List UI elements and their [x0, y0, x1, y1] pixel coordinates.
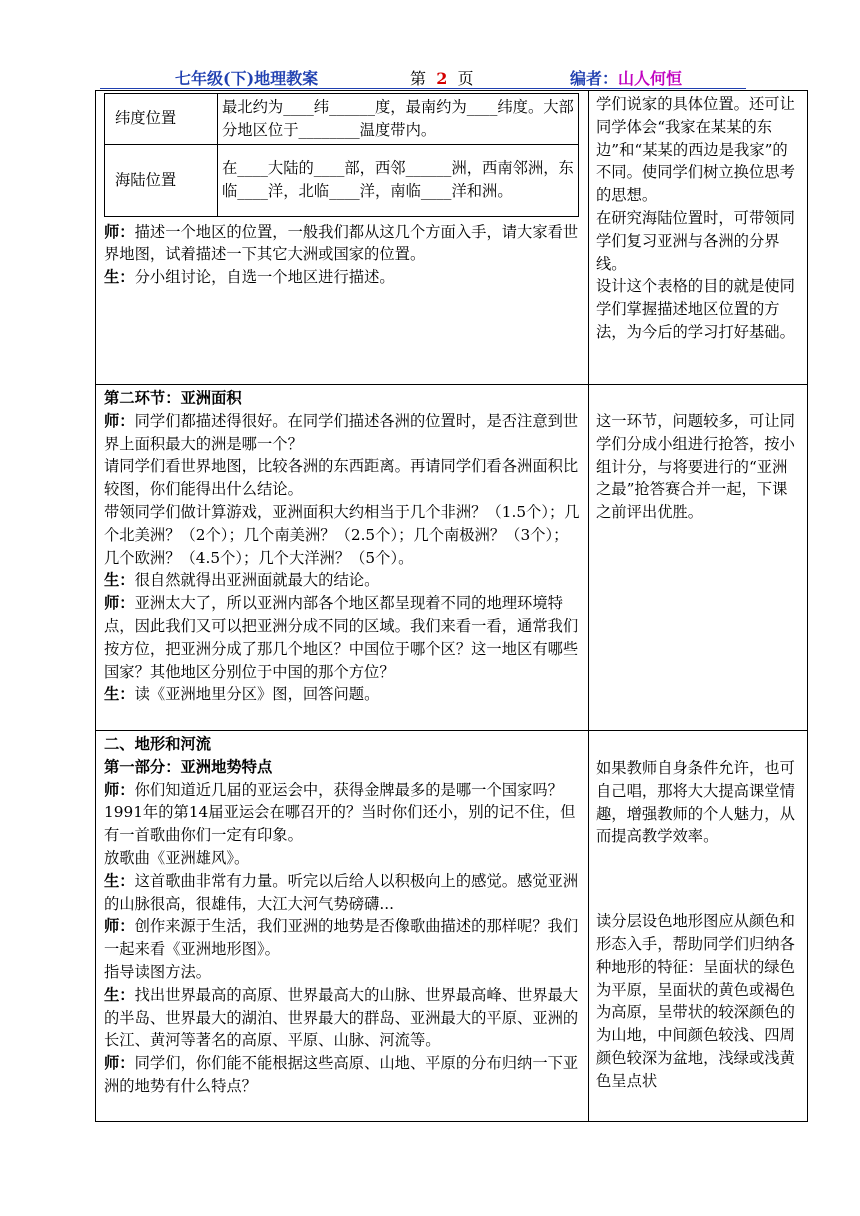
- side-note: 如果教师自身条件允许，也可自己唱，那将大大提高课堂情趣，增强教师的个人魅力，从而提高教学效率。: [596, 759, 795, 846]
- lat-label: 纬度位置: [105, 94, 218, 145]
- dialogue-line: [104, 779, 582, 847]
- line-text: 描述一个地区的位置，一般我们都从这几个方面入手，请大家看世界地图，试着描述一下其它大洲或国家的位置。: [104, 222, 579, 264]
- dialogue-line: [104, 847, 582, 870]
- role-label: 生：: [104, 871, 135, 890]
- line-text: 亚洲太大了，所以亚洲内部各个地区都呈现着不同的地理环境特点，因此我们又可以把亚洲分成不同的区域。我们来看一看，通常我们按方位，把亚洲分成了那几个地区？中国位于哪个区？这一地区有哪些国家？其他地区分别位于中国的那个方位？: [104, 594, 579, 681]
- line-text: 带领同学们做计算游戏，亚洲面积大约相当于几个非洲？（1.5个）；几个北美洲？（2个）；几个南美洲？（2.5个）；几个南极洲？（3个）；几个欧洲？（4.5个）；几个大洋洲？（5个）。: [104, 502, 580, 567]
- dialogue-line: [104, 410, 582, 456]
- line-text: 创作来源于生活，我们亚洲的地势是否像歌曲描述的那样呢？我们一起来看《亚洲地形图》。: [104, 917, 579, 959]
- dialogue-line: [104, 455, 582, 501]
- dialogue-line: [104, 592, 582, 683]
- role-label: 师：: [104, 594, 135, 613]
- dialogue-line: [104, 501, 582, 569]
- sea-label: 海陆位置: [105, 144, 218, 216]
- side-note: 在研究海陆位置时，可带领同学们复习亚洲与各洲的分界线。: [596, 208, 795, 273]
- role-label: 师：: [104, 780, 135, 799]
- header-title: 七年级(下)地理教案: [175, 69, 319, 88]
- line-text: 同学们都描述得很好。在同学们描述各洲的位置时，是否注意到世界上面积最大的洲是哪一个？: [104, 411, 579, 453]
- row-terrain: [96, 731, 808, 1122]
- sea-row: [105, 144, 579, 216]
- side-cell-terrain: [589, 731, 808, 1122]
- line-text: 同学们，你们能不能根据这些高原、山地、平原的分布归纳一下亚洲的地势有什么特点？: [104, 1054, 579, 1095]
- heading-text: 二、地形和河流: [104, 735, 212, 753]
- page-prefix: 第: [410, 69, 427, 88]
- dialogue-line: [104, 870, 582, 916]
- role-label: 师：: [104, 222, 135, 241]
- row-area: [96, 385, 808, 731]
- main-cell-area: [96, 385, 589, 731]
- position-table: [104, 93, 579, 217]
- dialogue-line: [104, 683, 582, 706]
- line-text: 你们知道近几届的亚运会中，获得金牌最多的是哪一个国家吗？1991年的第14届亚运会在哪召开的？当时你们还小，别的记不住，但有一首歌曲你们一定有印象。: [104, 780, 576, 845]
- dialogue-line: [104, 915, 582, 961]
- dialogue-line: [104, 221, 582, 267]
- side-cell-position: [589, 91, 808, 385]
- line-text: 请同学们看世界地图，比较各洲的东西距离。再请同学们看各洲面积比较图，你们能得出什么结论。: [104, 457, 579, 499]
- page-number: [410, 66, 474, 89]
- section-subheading: [104, 756, 582, 779]
- lat-row: [105, 94, 579, 145]
- role-label: 师：: [104, 1054, 135, 1073]
- main-cell-terrain: [96, 731, 589, 1122]
- side-note: 这一环节，问题较多，可让同学们分成小组进行抢答，按小组计分，与将要进行的“亚洲之最”抢答赛合并一起，下课之前评出优胜。: [596, 412, 795, 522]
- sea-content: 在____大陆的____部，西邻______洲，西南邻洲，东临____洋，北临____洋，南临____洋和洲。: [218, 144, 579, 216]
- page-header: [100, 66, 746, 89]
- sec1-dialogue: [100, 221, 582, 289]
- section-heading: [104, 733, 582, 756]
- main-cell-position: [96, 91, 589, 385]
- editor-label: 编者：: [570, 69, 619, 88]
- heading-text: 第二环节：亚洲面积: [104, 389, 242, 407]
- side-note: 学们说家的具体位置。还可让同学体会“我家在某某的东边”和“某某的西边是我家”的不同。使同学们树立换位思考的思想。: [596, 95, 795, 205]
- line-text: 很自然就得出亚洲面就最大的结论。: [134, 571, 380, 590]
- role-label: 生：: [104, 571, 135, 590]
- section-heading: [104, 387, 582, 410]
- page-suffix: 页: [457, 69, 474, 88]
- dialogue-line: [104, 1052, 582, 1098]
- lat-content: 最北约为____纬______度，最南约为____纬度。大部分地区位于________温度带内。: [218, 94, 579, 145]
- role-label: 生：: [104, 985, 135, 1004]
- line-text: 分小组讨论，自选一个地区进行描述。: [134, 268, 395, 287]
- line-text: 这首歌曲非常有力量。听完以后给人以积极向上的感觉。感觉亚洲的山脉很高，很雄伟，大江大河气势磅礴...: [104, 871, 579, 913]
- side-cell-area: [589, 385, 808, 731]
- row-position: [96, 91, 808, 385]
- page-num: 2: [436, 69, 448, 88]
- role-label: 生：: [104, 268, 135, 287]
- dialogue-line: [104, 984, 582, 1052]
- dialogue-line: [104, 569, 582, 592]
- dialogue-line: [104, 961, 582, 984]
- line-text: 放歌曲《亚洲雄风》。: [104, 848, 250, 867]
- line-text: 找出世界最高的高原、世界最高大的山脉、世界最高峰、世界最大的半岛、世界最大的湖泊、世界最大的群岛、亚洲最大的平原、亚洲的长江、黄河等著名的高原、平原、山脉、河流等。: [104, 985, 579, 1050]
- editor: [570, 66, 682, 89]
- dialogue-line: [104, 266, 582, 289]
- side-note: 读分层设色地形图应从颜色和形态入手，帮助同学们归纳各种地形的特征：呈面状的绿色为平原，呈面状的黄色或褐色为高原，呈带状的较深颜色的为山地，中间颜色较浅、四周颜色较深为盆地，浅绿或浅黄色呈点状: [596, 912, 795, 1090]
- editor-name: 山人何恒: [618, 69, 683, 88]
- role-label: 师：: [104, 917, 135, 936]
- role-label: 师：: [104, 411, 135, 430]
- role-label: 生：: [104, 685, 135, 704]
- lesson-table: [95, 90, 808, 1122]
- subheading-text: 第一部分：亚洲地势特点: [104, 757, 273, 776]
- line-text: 读《亚洲地里分区》图，回答问题。: [134, 685, 380, 704]
- side-note: 设计这个表格的目的就是使同学们掌握描述地区位置的方法，为今后的学习打好基础。: [596, 277, 795, 341]
- line-text: 指导读图方法。: [104, 962, 212, 981]
